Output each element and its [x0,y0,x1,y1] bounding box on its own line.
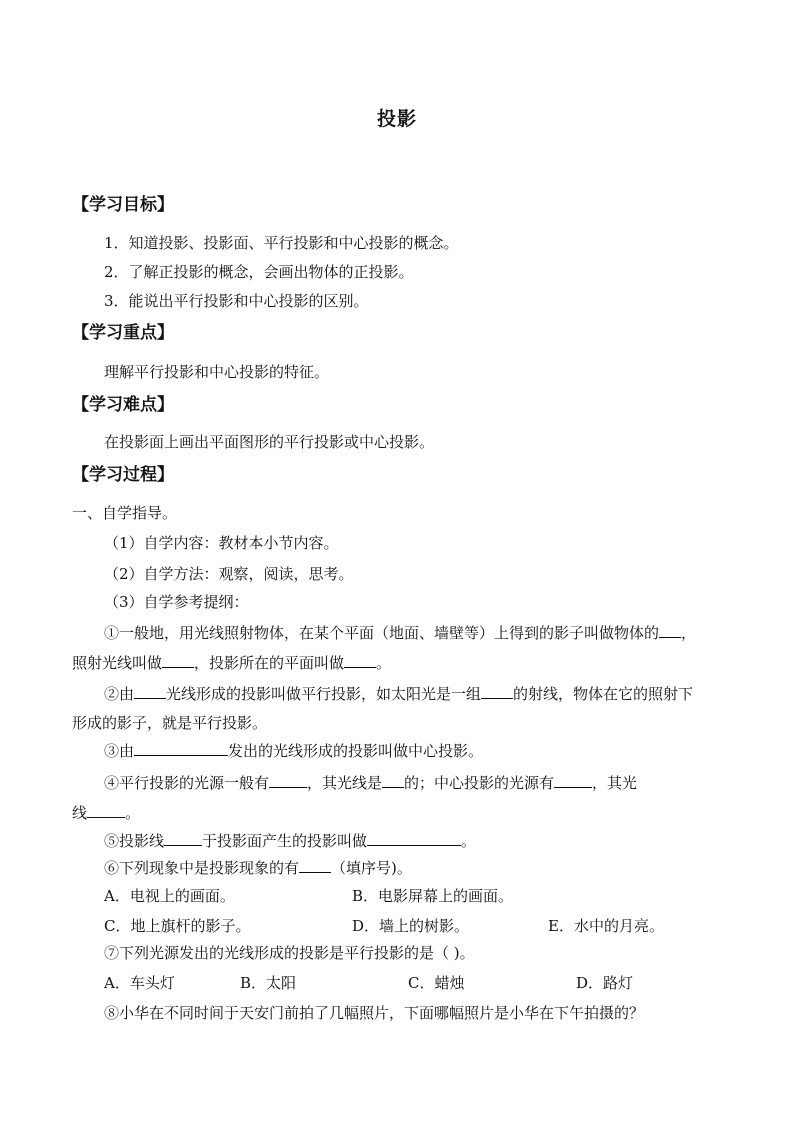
goals-heading: 【学习目标】 [72,195,174,215]
question-2-line-1 [104,683,693,704]
question-2-text-a: ②由 [104,685,135,703]
question-4-text-e: 线 [72,804,88,822]
question-4-text-a: ④平行投影的光源一般有 [104,774,270,792]
goal-item-1: 1．知道投影、投影面、平行投影和中心投影的概念。 [104,234,459,252]
question-4-line-2 [72,802,140,823]
question-5-text-b: 于投影面产生的投影叫做 [202,832,368,850]
question-1-text-c: 照射光线叫做 [72,654,163,672]
question-5-text-c: 。 [461,832,477,850]
self-study-item-1: （1）自学内容：教材本小节内容。 [104,534,339,552]
question-2-line-2: 形成的影子，就是平行投影。 [72,714,268,732]
question-1-text-a: ①一般地，用光线照射物体，在某个平面（地面、墙壁等）上得到的影子叫做物体的 [104,624,660,642]
question-4-line-1 [104,772,637,793]
question-1-text-b: ， [681,624,697,642]
question-7-option-d: D．路灯 [576,974,634,992]
self-study-item-3: （3）自学参考提纲： [104,593,249,611]
question-6-text-b: （填序号)。 [331,859,412,877]
question-5-line [104,830,476,851]
self-study-item-2: （2）自学方法：观察，阅读，思考。 [104,565,354,583]
question-6-option-b: B．电影屏幕上的画面。 [352,887,514,905]
question-7-option-c: C．蜡烛 [408,974,465,992]
answer-blank [134,684,166,699]
question-6-text-a: ⑥下列现象中是投影现象的有 [104,859,300,877]
question-4-text-f: 。 [125,804,141,822]
question-7-option-a: A．车头灯 [104,974,175,992]
answer-blank [382,773,404,788]
self-study-heading: 一、自学指导。 [72,504,178,522]
question-6-option-c: C．地上旗杆的影子。 [104,917,251,935]
goal-item-2: 2．了解正投影的概念，会画出物体的正投影。 [104,263,414,281]
goal-item-3: 3．能说出平行投影和中心投影的区别。 [104,292,369,310]
question-4-text-d: ，其光 [592,774,638,792]
question-1-text-d: ，投影所在的平面叫做 [194,654,345,672]
question-7-stem: ⑦下列光源发出的光线形成的投影是平行投影的是（ )。 [104,944,475,962]
question-1-text-e: 。 [376,654,392,672]
answer-blank [162,653,194,668]
question-6-option-e: E．水中的月亮。 [548,917,664,935]
difficulties-heading: 【学习难点】 [72,395,174,415]
question-3-text-a: ③由 [104,742,135,760]
question-4-text-b: ，其光线是 [307,774,383,792]
question-6-option-a: A．电视上的画面。 [104,887,235,905]
answer-blank [481,684,513,699]
answer-blank [659,623,681,638]
difficulties-text: 在投影面上画出平面图形的平行投影或中心投影。 [104,433,435,451]
question-5-text-a: ⑤投影线 [104,832,165,850]
question-2-text-b: 光线形成的投影叫做平行投影，如太阳光是一组 [166,685,482,703]
answer-blank [344,653,376,668]
question-6-stem [104,857,412,878]
page-title: 投影 [376,108,417,130]
answer-blank [299,858,331,873]
question-1-line-1 [104,622,696,643]
answer-blank [367,831,461,846]
question-1-line-2 [72,652,391,673]
answer-blank [134,741,228,756]
answer-blank [269,773,307,788]
question-8-stem: ⑧小华在不同时间于天安门前拍了几幅照片，下面哪幅照片是小华在下午拍摄的？ [104,1004,645,1022]
key-points-heading: 【学习重点】 [72,323,174,343]
process-heading: 【学习过程】 [72,465,174,485]
answer-blank [554,773,592,788]
answer-blank [87,803,125,818]
question-3-line [104,740,483,761]
question-3-text-b: 发出的光线形成的投影叫做中心投影。 [228,742,484,760]
question-2-text-c: 的射线，物体在它的照射下 [513,685,694,703]
question-6-option-d: D．墙上的树影。 [352,917,470,935]
question-4-text-c: 的；中心投影的光源有 [404,774,555,792]
key-points-text: 理解平行投影和中心投影的特征。 [104,363,330,381]
answer-blank [164,831,202,846]
question-7-option-b: B．太阳 [240,974,297,992]
